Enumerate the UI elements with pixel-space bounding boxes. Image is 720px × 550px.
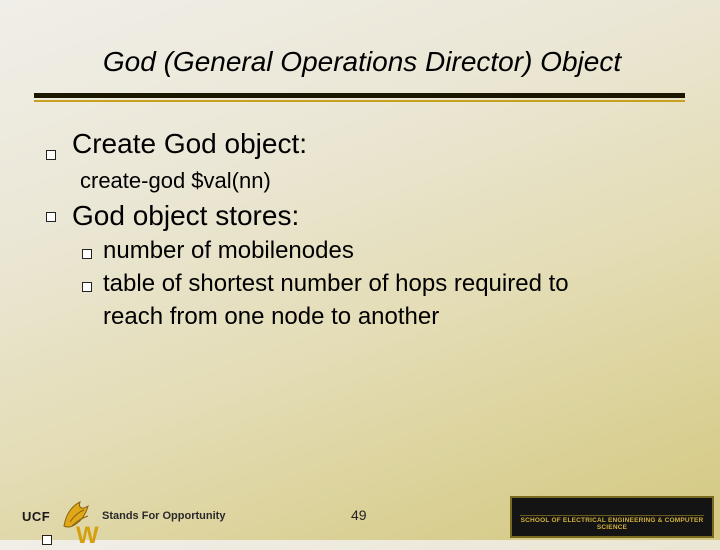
ucf-label: UCF xyxy=(22,509,51,524)
square-bullet-icon xyxy=(42,535,52,545)
slide-title: God (General Operations Director) Object xyxy=(102,46,622,77)
overflow-fragment: W xyxy=(76,522,99,549)
tagline: Stands For Opportunity xyxy=(102,510,226,522)
title-rule-thin xyxy=(34,100,685,102)
bullet-create-god: Create God object: xyxy=(72,128,308,159)
bullet-create-god-sub: create-god $val(nn) xyxy=(80,168,271,193)
title-rule-thick xyxy=(34,93,685,98)
school-badge-text: SCHOOL OF ELECTRICAL ENGINEERING & COMPUTER SCIENCE xyxy=(520,517,704,531)
page-number: 49 xyxy=(351,507,367,523)
square-bullet-icon xyxy=(82,282,92,292)
sub-bullet-hops-table-cont: reach from one node to another xyxy=(103,303,440,330)
square-bullet-icon xyxy=(46,212,56,222)
sub-bullet-mobilenodes: number of mobilenodes xyxy=(103,237,354,264)
bullet-god-stores: God object stores: xyxy=(72,200,300,231)
school-badge xyxy=(510,496,714,538)
square-bullet-icon xyxy=(82,249,92,259)
school-badge-rule xyxy=(520,515,704,516)
sub-bullet-hops-table: table of shortest number of hops required to xyxy=(103,270,569,297)
square-bullet-icon xyxy=(46,150,56,160)
